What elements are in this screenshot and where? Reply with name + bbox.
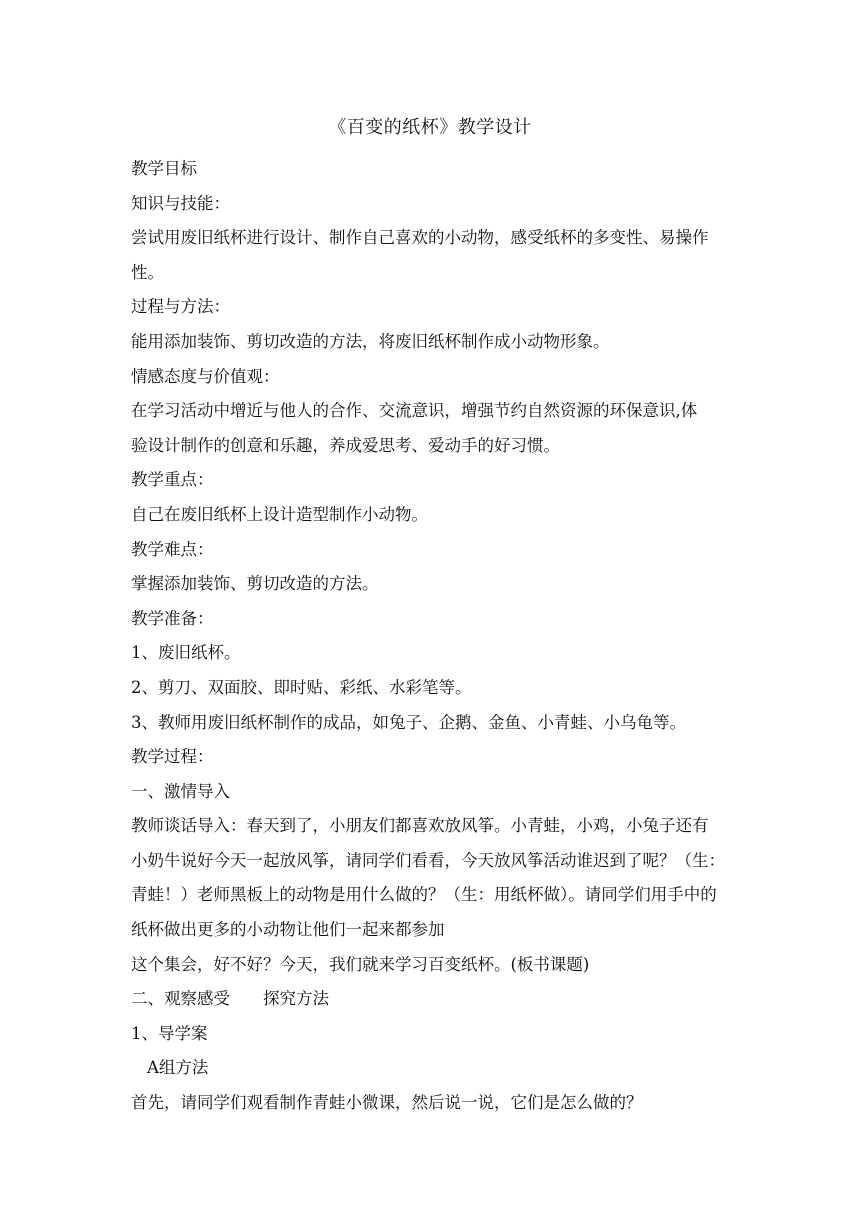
paragraph-line: 这个集会，好不好？今天，我们就来学习百变纸杯。(板书课题) xyxy=(131,954,590,974)
list-item: 1、导学案 xyxy=(131,1023,208,1043)
paragraph-line: 自己在废旧纸杯上设计造型制作小动物。 xyxy=(131,504,428,524)
heading-teaching-objectives: 教学目标 xyxy=(131,159,197,178)
paragraph-line: 教师谈话导入：春天到了，小朋友们都喜欢放风筝。小青蛙，小鸡，小兔子还有 xyxy=(131,816,709,836)
paragraph-line: 能用添加装饰、剪切改造的方法，将废旧纸杯制作成小动物形象。 xyxy=(131,331,610,351)
paragraph-line: 青蛙！）老师黑板上的动物是用什么做的？（生：用纸杯做）。请同学们用手中的 xyxy=(131,885,717,905)
list-item: 1、废旧纸杯。 xyxy=(131,643,241,663)
paragraph-line: 性。 xyxy=(131,262,164,282)
section-heading: 二、观察感受 探究方法 xyxy=(131,989,329,1009)
paragraph-line: 尝试用废旧纸杯进行设计、制作自己喜欢的小动物，感受纸杯的多变性、易操作 xyxy=(131,228,709,248)
paragraph-line: 在学习活动中增近与他人的合作、交流意识，增强节约自然资源的环保意识,体 xyxy=(131,401,698,421)
subheading-process-methods: 过程与方法： xyxy=(131,297,230,317)
heading-difficulties: 教学难点： xyxy=(131,539,214,559)
paragraph-line: 小奶牛说好今天一起放风筝，请同学们看看，今天放风筝活动谁迟到了呢？（生： xyxy=(131,850,725,870)
heading-key-points: 教学重点： xyxy=(131,470,214,490)
section-heading: 一、激情导入 xyxy=(131,781,230,801)
document-body xyxy=(131,152,735,1121)
subheading-knowledge-skills: 知识与技能： xyxy=(131,193,230,213)
heading-teaching-process: 教学过程： xyxy=(131,747,214,767)
list-item: 3、教师用废旧纸杯制作的成品，如兔子、企鹅、金鱼、小青蛙、小乌龟等。 xyxy=(131,712,686,732)
subheading-attitude-values: 情感态度与价值观： xyxy=(131,366,280,386)
list-item: 2、剪刀、双面胶、即时贴、彩纸、水彩笔等。 xyxy=(131,677,472,697)
group-a-method: A组方法 xyxy=(147,1058,209,1078)
heading-preparation: 教学准备： xyxy=(131,608,214,628)
document-title: 《百变的纸杯》教学设计 xyxy=(328,117,532,138)
paragraph-line: 首先，请同学们观看制作青蛙小微课，然后说一说，它们是怎么做的？ xyxy=(131,1093,643,1113)
paragraph-line: 掌握添加装饰、剪切改造的方法。 xyxy=(131,574,379,594)
paragraph-line: 验设计制作的创意和乐趣，养成爱思考、爱动手的好习惯。 xyxy=(131,435,560,455)
paragraph-line: 纸杯做出更多的小动物让他们一起来都参加 xyxy=(131,920,445,940)
